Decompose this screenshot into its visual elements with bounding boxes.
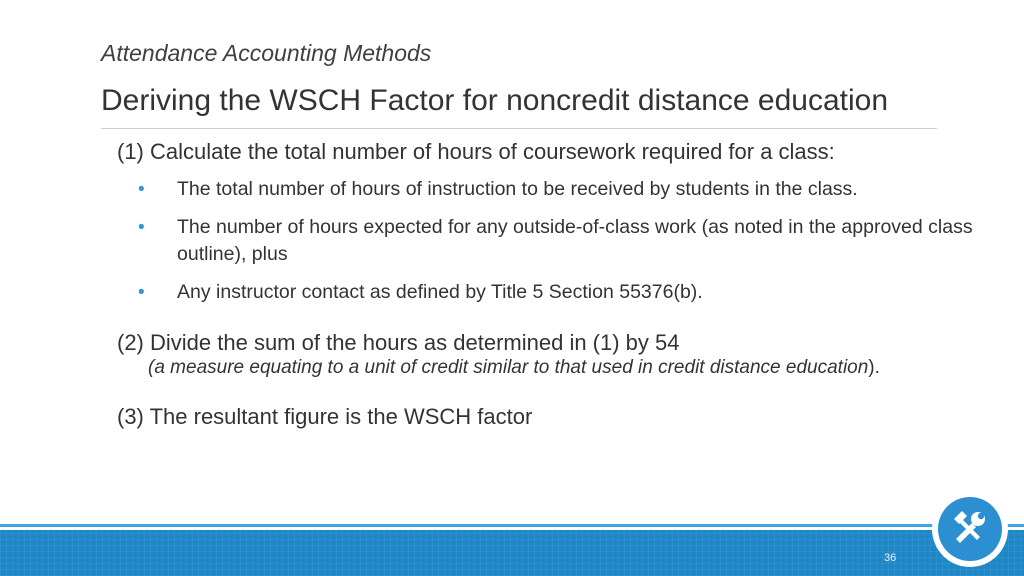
bullet-icon: •: [138, 282, 145, 303]
bullet-item: [138, 214, 1018, 268]
slide-supertitle: Attendance Accounting Methods: [101, 40, 432, 66]
footer-accent-line: [0, 524, 1024, 527]
bullet-icon: •: [138, 179, 145, 200]
step-1: (1) Calculate the total number of hours of coursework required for a class:: [117, 139, 835, 164]
bullet-item: [138, 176, 1018, 203]
step-2-note: [148, 357, 880, 379]
slide-title: Deriving the WSCH Factor for noncredit distance education: [101, 84, 889, 117]
page-number: 36: [884, 552, 897, 564]
step-2-note-italic: (a measure equating to a unit of credit similar to that used in credit distance education: [148, 357, 869, 378]
bullet-text: The total number of hours of instruction to be received by students in the class.: [177, 178, 858, 200]
tools-icon-graphic: [950, 509, 990, 549]
bullet-item: [138, 279, 1018, 306]
tools-icon: [938, 497, 1002, 561]
step-2-note-close: ).: [868, 357, 880, 378]
bullet-text: Any instructor contact as defined by Title 5 Section 55376(b).: [177, 281, 703, 303]
footer-band: [0, 530, 1024, 576]
bullet-icon: •: [138, 217, 145, 238]
bullet-list: [138, 176, 1018, 317]
bullet-text: The number of hours expected for any outside-of-class work (as noted in the approved class outline), plus: [177, 216, 973, 265]
step-3: (3) The resultant figure is the WSCH factor: [117, 404, 533, 429]
step-2: (2) Divide the sum of the hours as determined in (1) by 54: [117, 330, 680, 355]
title-divider: [101, 128, 937, 129]
